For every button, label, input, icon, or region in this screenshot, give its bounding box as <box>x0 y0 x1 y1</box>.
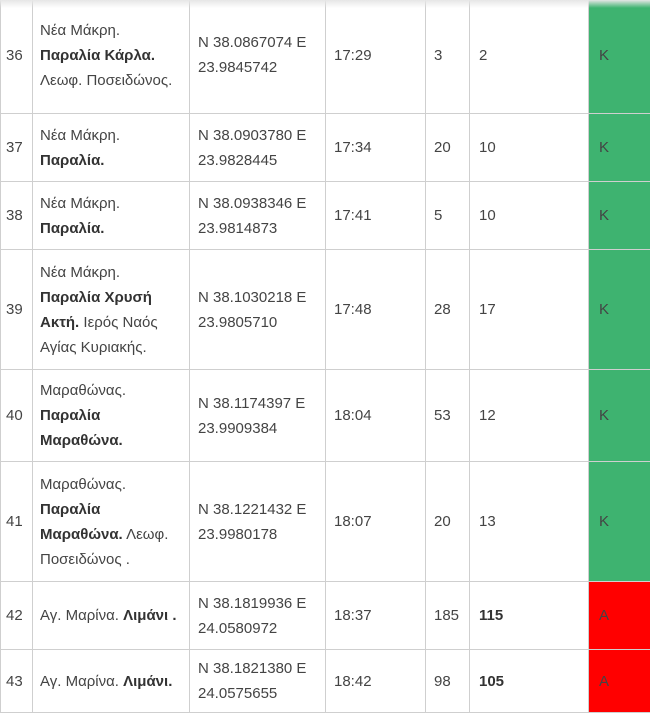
time-cell: 17:29 <box>326 0 426 114</box>
latitude: N 38.0867074 E <box>198 34 307 51</box>
status-badge: K <box>589 370 650 462</box>
location-text: Νέα Μάκρη. <box>40 126 121 144</box>
row-number: 40 <box>1 370 33 462</box>
latitude: N 38.0938346 E <box>198 194 307 212</box>
value-b-cell: 10 <box>470 182 589 250</box>
table-row <box>1 462 650 582</box>
status-badge: A <box>589 650 650 713</box>
location-text: Ιερός Ναός Αγίας Κυριακής. <box>40 313 158 356</box>
location-cell <box>33 462 190 582</box>
location-cell <box>33 650 190 713</box>
table-row <box>1 114 650 182</box>
location-text: Λεωφ. Ποσειδώνος. <box>40 71 173 89</box>
latitude: N 38.1221432 E <box>198 500 307 518</box>
status-badge: A <box>589 582 650 650</box>
location-cell <box>33 0 190 114</box>
row-number: 39 <box>1 250 33 370</box>
value-a-cell: 98 <box>426 650 470 713</box>
coordinates-cell <box>190 462 326 582</box>
coordinates-cell <box>190 114 326 182</box>
value-b-cell: 10 <box>470 114 589 182</box>
coordinates-cell <box>190 370 326 462</box>
time-cell: 17:48 <box>326 250 426 370</box>
location-cell <box>33 182 190 250</box>
location-highlight: Παραλία Μαραθώνα. <box>40 407 123 449</box>
location-text: Αγ. Μαρίνα. <box>40 672 124 690</box>
longitude: 23.9814873 <box>198 219 278 237</box>
table-row <box>1 582 650 650</box>
time-cell: 17:34 <box>326 114 426 182</box>
location-highlight: Λιμάνι . <box>123 607 177 624</box>
longitude: 23.9805710 <box>198 313 278 331</box>
value-b-cell: 2 <box>470 0 589 114</box>
location-cell <box>33 250 190 370</box>
value-b-cell: 13 <box>470 462 589 582</box>
coordinates-cell <box>190 650 326 713</box>
time-cell: 18:04 <box>326 370 426 462</box>
coordinates-cell <box>190 582 326 650</box>
value-a-cell: 5 <box>426 182 470 250</box>
value-a-cell: 53 <box>426 370 470 462</box>
value-a-cell: 20 <box>426 114 470 182</box>
longitude: 23.9845742 <box>198 59 278 76</box>
table-body <box>1 0 650 713</box>
longitude: 24.0580972 <box>198 619 278 637</box>
value-b-cell: 115 <box>470 582 589 650</box>
time-cell: 18:42 <box>326 650 426 713</box>
location-cell <box>33 114 190 182</box>
value-b-cell: 105 <box>470 650 589 713</box>
status-badge: K <box>589 0 650 114</box>
location-text: Νέα Μάκρη. <box>40 194 121 212</box>
table-row <box>1 650 650 713</box>
location-text: Νέα Μάκρη. <box>40 263 121 281</box>
table-row <box>1 250 650 370</box>
status-badge: K <box>589 114 650 182</box>
location-highlight: Παραλία Κάρλα. <box>40 46 155 64</box>
location-highlight: Λιμάνι. <box>123 672 173 690</box>
value-a-cell: 20 <box>426 462 470 582</box>
latitude: N 38.1030218 E <box>198 288 307 306</box>
status-badge: K <box>589 182 650 250</box>
location-text: Μαραθώνας. <box>40 382 126 399</box>
latitude: N 38.0903780 E <box>198 126 307 144</box>
value-b-cell: 12 <box>470 370 589 462</box>
coordinates-cell <box>190 182 326 250</box>
longitude: 24.0575655 <box>198 685 278 702</box>
location-cell <box>33 370 190 462</box>
value-a-cell: 3 <box>426 0 470 114</box>
location-cell <box>33 582 190 650</box>
location-highlight: Παραλία. <box>40 219 105 237</box>
status-badge: K <box>589 462 650 582</box>
value-a-cell: 28 <box>426 250 470 370</box>
location-highlight: Παραλία Μαραθώνα. <box>40 500 123 543</box>
longitude: 23.9828445 <box>198 151 278 169</box>
table-row <box>1 370 650 462</box>
location-text: Λεωφ. Ποσειδώνος . <box>40 525 169 568</box>
time-cell: 17:41 <box>326 182 426 250</box>
time-cell: 18:37 <box>326 582 426 650</box>
row-number: 38 <box>1 182 33 250</box>
status-badge: K <box>589 250 650 370</box>
table-row <box>1 182 650 250</box>
value-a-cell: 185 <box>426 582 470 650</box>
row-number: 37 <box>1 114 33 182</box>
coordinates-cell <box>190 250 326 370</box>
top-shadow <box>0 0 650 8</box>
latitude: N 38.1819936 E <box>198 594 307 612</box>
longitude: 23.9909384 <box>198 419 278 437</box>
row-number: 41 <box>1 462 33 582</box>
location-highlight: Παραλία. <box>40 151 105 169</box>
coordinates-cell <box>190 0 326 114</box>
row-number: 36 <box>1 0 33 114</box>
location-highlight: Παραλία Χρυσή Ακτή. <box>40 288 152 331</box>
row-number: 42 <box>1 582 33 650</box>
value-b-cell: 17 <box>470 250 589 370</box>
latitude: N 38.1174397 E <box>198 394 306 412</box>
latitude: N 38.1821380 E <box>198 660 307 677</box>
location-text: Μαραθώνας. <box>40 475 126 493</box>
location-text: Αγ. Μαρίνα. <box>40 607 124 624</box>
location-text: Νέα Μάκρη. <box>40 21 121 39</box>
table-row <box>1 0 650 114</box>
longitude: 23.9980178 <box>198 525 278 543</box>
time-cell: 18:07 <box>326 462 426 582</box>
row-number: 43 <box>1 650 33 713</box>
